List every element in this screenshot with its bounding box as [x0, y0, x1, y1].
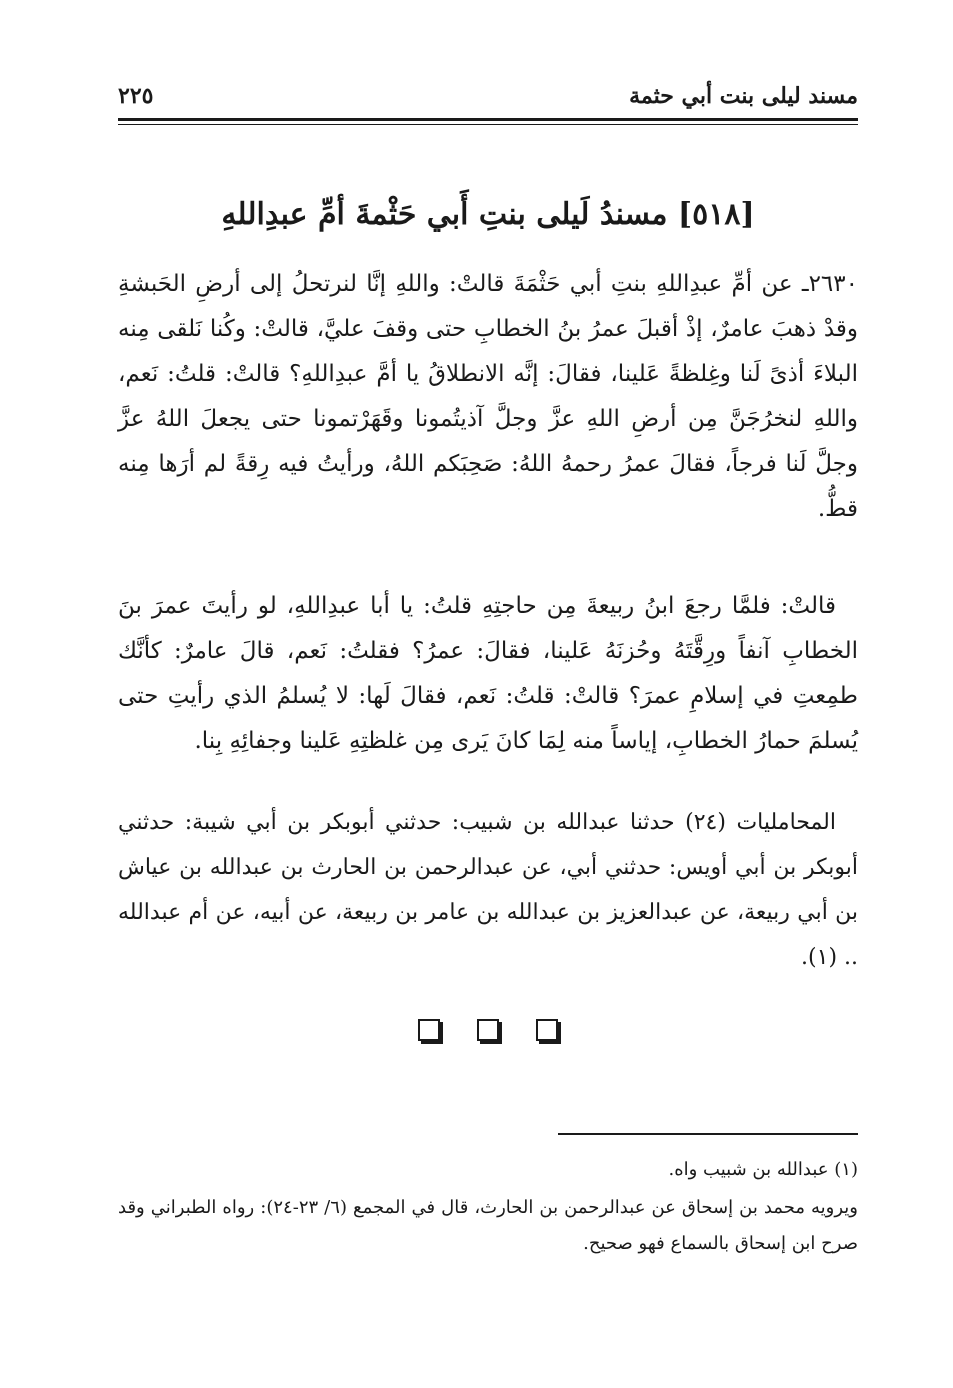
- section-heading: [٥١٨] مسندُ لَيلى بنتِ أَبي حَثْمةَ أمِّ عبدِاللهِ: [221, 197, 755, 232]
- source-citation-paragraph: المحامليات (٢٤) حدثنا عبدالله بن شبيب: حدثني أبوبكر بن أبي شيبة: حدثني أبوبكر بن أبي أويس: حدثني أبي، عن عبدالرحمن بن الحارث بن عبدالله بن عياش بن أبي ربيعة، عن عبدالعزيز بن عبدالله بن عامر بن ربيعة، عن أبيه، عن أم عبدالله .. (١).: [118, 810, 858, 970]
- hadith-paragraph: ٢٦٣٠ـ عن أمِّ عبدِاللهِ بنتِ أبي حَثْمَةَ قالتْ: واللهِ إنَّا لنرتحلُ إلى أرضِ الحَبشةِ وقدْ ذهبَ عامرٌ، إذْ أقبلَ عمرُ بنُ الخطابِ حتى وقفَ عليَّ، قالتْ: وكُنا نَلقى مِنه البلاءَ أذىً لَنا وغِلظةً عَلينا، فقالَ: إنَّه الانطلاقُ يا أمَّ عبدِاللهِ؟ قالتْ: قلتُ: نَعم، واللهِ لنخرُجَنَّ مِن أرضِ اللهِ عزَّ وجلَّ آذيتُمونا وقَهَرْتمونا حتى يجعلَ اللهُ عزَّ وجلَّ لَنا فرجاً، فقالَ عمرُ رحمهُ اللهُ: صَحِبَكم اللهُ، ورأيتُ فيه رِقةً لم أرَها مِنه قطُّ.: [118, 271, 858, 522]
- running-header-title: مسند ليلى بنت أبي حثمة: [629, 83, 858, 109]
- header-rule-thick: [118, 118, 858, 121]
- footnotes: [118, 1152, 858, 1262]
- separator-box-icon: [477, 1019, 499, 1041]
- separator-box-icon: [418, 1019, 440, 1041]
- page-number: ٢٢٥: [118, 83, 154, 109]
- footnote-1: (١) عبدالله بن شبيب واه.: [668, 1159, 858, 1180]
- footnote-rule: [558, 1133, 858, 1135]
- section-separator: [418, 1015, 558, 1045]
- footnote-1-continuation: ويرويه محمد بن إسحاق عن عبدالرحمن بن الحارث، قال في المجمع (٦/ ٢٣-٢٤): رواه الطبراني وقد صرح ابن إسحاق بالسماع فهو صحيح.: [118, 1197, 858, 1254]
- hadith-continuation-paragraph: قالتْ: فلمَّا رجعَ ابنُ ربيعةَ مِن حاجتِهِ قلتُ: يا أبا عبدِاللهِ، لو رأيتَ عمرَ بنَ الخطابِ آنفاً ورِقَّتَهُ وحُزنَهُ عَلينا، فقالَ: عمرُ؟ فقلتُ: نَعم، قالَ عامرٌ: كأنَّك طمِعتِ في إسلامِ عمرَ؟ قالتْ: قلتُ: نَعم، فقالَ لَها: لا يُسلمُ الذي رأيتِ حتى يُسلمَ حمارُ الخطابِ، إياساً منه لِمَا كانَ يَرى مِن غلظتِهِ عَلينا وجفائِهِ بِنا.: [118, 593, 858, 754]
- running-header: [118, 76, 858, 116]
- header-rule-thin: [118, 124, 858, 125]
- separator-box-icon: [536, 1019, 558, 1041]
